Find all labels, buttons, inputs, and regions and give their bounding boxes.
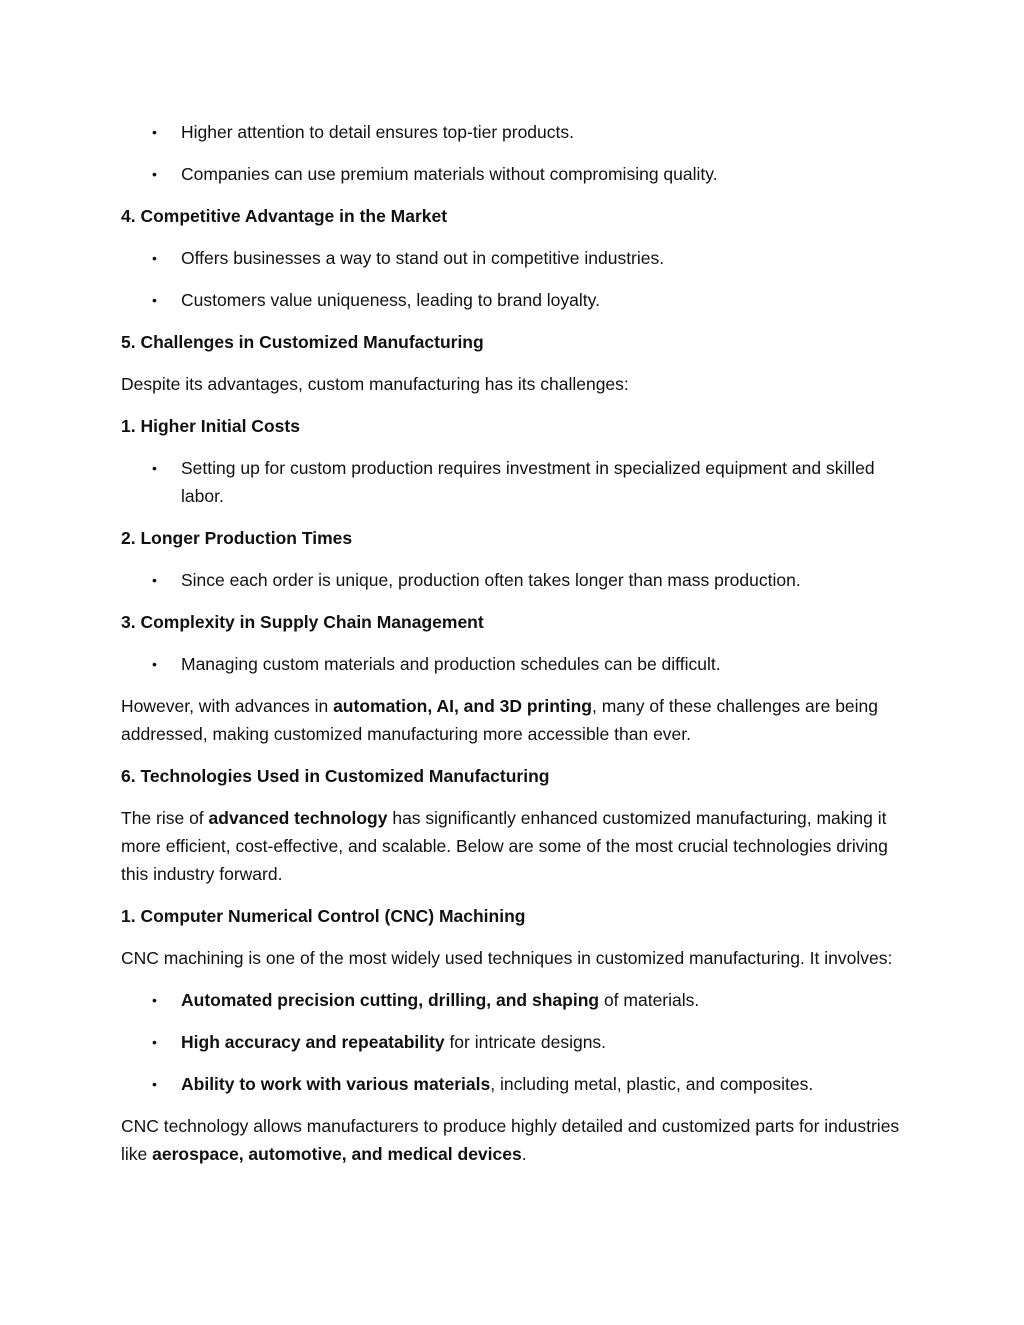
section-heading: 1. Computer Numerical Control (CNC) Machining (121, 906, 526, 926)
text-run: Offers businesses a way to stand out in competitive industries. (181, 248, 665, 268)
bullet-icon: • (152, 250, 157, 266)
bullet-icon: • (152, 656, 157, 672)
bullet-icon: • (152, 1076, 157, 1092)
bold-text: Ability to work with various materials (181, 1074, 491, 1094)
text-run: , including metal, plastic, and composites. (490, 1074, 814, 1094)
text-run: However, with advances in (121, 696, 334, 716)
bullet-icon: • (152, 992, 157, 1008)
document-page (121, 118, 911, 1182)
bold-text: High accuracy and repeatability (181, 1032, 445, 1052)
bullet-list (121, 986, 911, 1098)
bullet-list (121, 650, 911, 678)
text-run: Companies can use premium materials without compromising quality. (181, 164, 718, 184)
text-run: The rise of (121, 808, 209, 828)
bullet-icon: • (152, 1034, 157, 1050)
text-run: CNC machining is one of the most widely used techniques in customized manufacturing. It involves: (121, 948, 893, 968)
text-run: has significantly enhanced customized manufacturing, making it more efficient, cost-effective, and scalable. Below are some of the most crucial technologies driving this industry forward. (121, 808, 888, 884)
bullet-icon: • (152, 572, 157, 588)
paragraph (121, 804, 911, 888)
list-item (121, 244, 911, 272)
list-item (121, 1028, 911, 1056)
bullet-list (121, 118, 911, 188)
bold-text: automation, AI, and 3D printing (333, 696, 592, 716)
text-run: . (521, 1144, 527, 1164)
text-run: Higher attention to detail ensures top-tier products. (181, 122, 574, 142)
text-run: , many of these challenges are being addressed, making customized manufacturing more accessible than ever. (121, 696, 879, 744)
section-heading: 3. Complexity in Supply Chain Management (121, 612, 484, 632)
section-heading: 5. Challenges in Customized Manufacturing (121, 332, 484, 352)
section-heading: 2. Longer Production Times (121, 528, 353, 548)
paragraph (121, 1112, 911, 1168)
bullet-icon: • (152, 124, 157, 140)
list-item (121, 986, 911, 1014)
bullet-list (121, 244, 911, 314)
bold-text: Automated precision cutting, drilling, and shaping (181, 990, 600, 1010)
text-run: for intricate designs. (444, 1032, 607, 1052)
section-heading: 6. Technologies Used in Customized Manufacturing (121, 766, 550, 786)
list-item (121, 1070, 911, 1098)
text-run: Despite its advantages, custom manufacturing has its challenges: (121, 374, 629, 394)
bold-text: advanced technology (208, 808, 388, 828)
text-run: Customers value uniqueness, leading to brand loyalty. (181, 290, 600, 310)
bullet-icon: • (152, 292, 157, 308)
bullet-list (121, 454, 911, 510)
text-run: Since each order is unique, production often takes longer than mass production. (181, 570, 801, 590)
list-item (121, 118, 911, 146)
list-item (121, 454, 911, 510)
section-heading: 4. Competitive Advantage in the Market (121, 206, 448, 226)
bullet-icon: • (152, 460, 157, 476)
paragraph (121, 692, 911, 748)
paragraph (121, 370, 911, 398)
text-run: Setting up for custom production requires investment in specialized equipment and skilled labor. (181, 458, 875, 506)
paragraph (121, 944, 911, 972)
list-item (121, 566, 911, 594)
text-run: CNC technology allows manufacturers to produce highly detailed and customized parts for industries like (121, 1116, 900, 1164)
text-run: of materials. (599, 990, 700, 1010)
bullet-list (121, 566, 911, 594)
list-item (121, 286, 911, 314)
bold-text: aerospace, automotive, and medical devices (152, 1144, 522, 1164)
bullet-icon: • (152, 166, 157, 182)
text-run: Managing custom materials and production schedules can be difficult. (181, 654, 721, 674)
section-heading: 1. Higher Initial Costs (121, 416, 300, 436)
list-item (121, 650, 911, 678)
list-item (121, 160, 911, 188)
